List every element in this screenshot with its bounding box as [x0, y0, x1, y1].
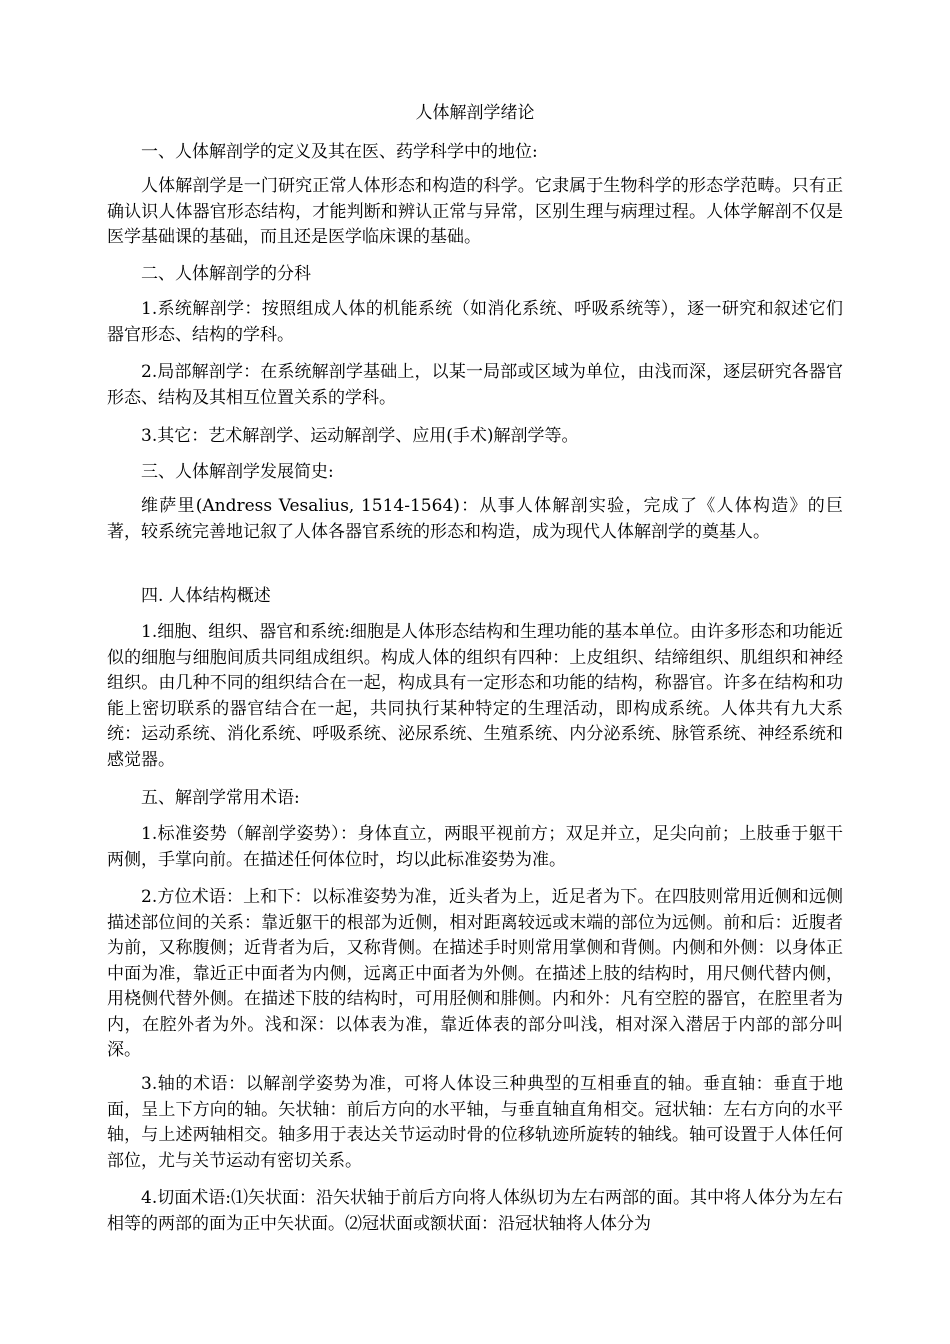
section-heading-1: 一、人体解剖学的定义及其在医、药学科学中的地位: — [141, 142, 538, 162]
paragraph-regional-anatomy: 2.局部解剖学：在系统解剖学基础上，以某一局部或区域为单位，由浅而深，逐层研究各器官形态、结构及其相互位置关系的学科。 — [107, 362, 843, 408]
paragraph-standard-posture: 1.标准姿势（解剖学姿势）：身体直立，两眼平视前方；双足并立，足尖向前；上肢垂于躯干两侧，手掌向前。在描述任何体位时，均以此标准姿势为准。 — [107, 824, 843, 870]
section-heading-5: 五、解剖学常用术语: — [141, 788, 300, 808]
section-heading-3: 三、人体解剖学发展简史: — [141, 462, 334, 482]
paragraph-axis-terms: 3.轴的术语：以解剖学姿势为准，可将人体设三种典型的互相垂直的轴。垂直轴：垂直于地面，呈上下方向的轴。矢状轴：前后方向的水平轴，与垂直轴直角相交。冠状轴：左右方向的水平轴，与上述两轴相交。轴多用于表达关节运动时骨的位移轨迹所旋转的轴线。轴可设置于人体任何部位，尤与关节运动有密切关系。 — [107, 1074, 843, 1171]
paragraph-cells-tissues-organs: 1.细胞、组织、器官和系统:细胞是人体形态结构和生理功能的基本单位。由许多形态和功能近似的细胞与细胞间质共同组成组织。构成人体的组织有四种：上皮组织、结缔组织、肌组织和神经组织。由几种不同的组织结合在一起，构成具有一定形态和功能的结构，称器官。许多在结构和功能上密切联系的器官结合在一起，共同执行某种特定的生理活动，即构成系统。人体共有九大系统：运动系统、消化系统、呼吸系统、泌尿系统、生殖系统、内分泌系统、脉管系统、神经系统和感觉器。 — [107, 622, 843, 770]
section-heading-4: 四. 人体结构概述 — [141, 586, 271, 606]
paragraph-vesalius: 维萨里(Andress Vesalius, 1514-1564)：从事人体解剖实验，完成了《人体构造》的巨著，较系统完善地记叙了人体各器官系统的形态和构造，成为现代人体解剖学的奠基人。 — [107, 496, 843, 542]
document-title: 人体解剖学绪论 — [415, 103, 535, 123]
paragraph-systematic-anatomy: 1.系统解剖学：按照组成人体的机能系统（如消化系统、呼吸系统等），逐一研究和叙述它们器官形态、结构的学科。 — [107, 299, 843, 345]
paragraph-directional-terms: 2.方位术语：上和下：以标准姿势为准，近头者为上，近足者为下。在四肢则常用近侧和远侧描述部位间的关系：靠近躯干的根部为近侧，相对距离较远或末端的部位为远侧。前和后：近腹者为前，又称腹侧；近背者为后，又称背侧。在描述手时则常用掌侧和背侧。内侧和外侧：以身体正中面为准，靠近正中面者为内侧，远离正中面者为外侧。在描述上肢的结构时，用尺侧代替内侧，用桡侧代替外侧。在描述下肢的结构时，可用胫侧和腓侧。内和外：凡有空腔的器官，在腔里者为内，在腔外者为外。浅和深：以体表为准，靠近体表的部分叫浅，相对深入潜居于内部的部分叫深。 — [107, 887, 843, 1060]
paragraph-other-branches: 3.其它：艺术解剖学、运动解剖学、应用(手术)解剖学等。 — [141, 426, 579, 446]
paragraph-definition: 人体解剖学是一门研究正常人体形态和构造的科学。它隶属于生物科学的形态学范畴。只有正确认识人体器官形态结构，才能判断和辨认正常与异常，区别生理与病理过程。人体学解剖不仅是医学基础课的基础，而且还是医学临床课的基础。 — [107, 176, 843, 247]
paragraph-section-terms: 4.切面术语:⑴矢状面：沿矢状轴于前后方向将人体纵切为左右两部的面。其中将人体分为左右相等的两部的面为正中矢状面。⑵冠状面或额状面：沿冠状轴将人体分为 — [107, 1188, 843, 1234]
section-heading-2: 二、人体解剖学的分科 — [141, 264, 311, 284]
